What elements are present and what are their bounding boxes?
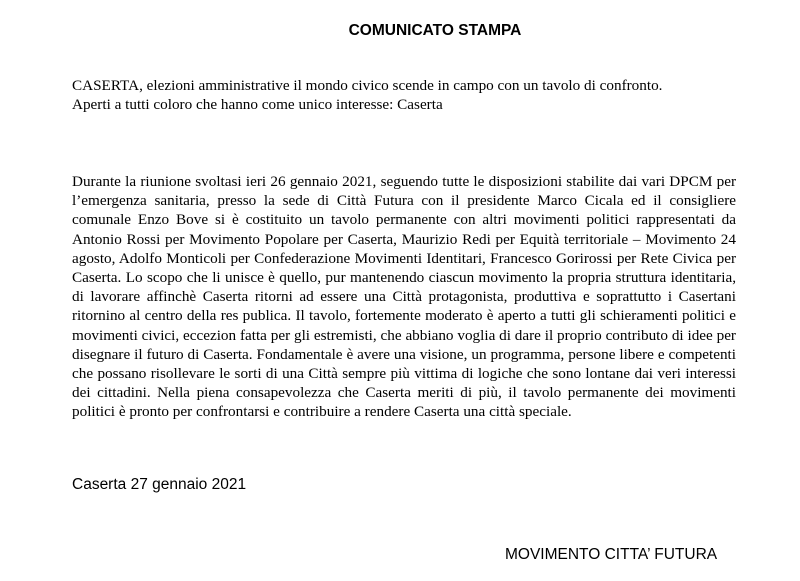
document-title: COMUNICATO STAMPA	[348, 22, 522, 39]
subtitle-line: CASERTA, elezioni amministrative il mondo civico scende in campo con un tavolo di confronto.	[72, 77, 663, 94]
subtitle-line: Aperti a tutti coloro che hanno come unico interesse: Caserta	[72, 96, 443, 113]
document-body	[72, 172, 736, 422]
signature: MOVIMENTO CITTA’ FUTURA	[505, 546, 718, 563]
body-paragraph: Durante la riunione svoltasi ieri 26 gennaio 2021, seguendo tutte le disposizioni stabilite dai vari DPCM per l’emergenza sanitaria, presso la sede di Città Futura con il presidente Marco Cicala ed il consigliere comunale Enzo Bove si è costituito un tavolo permanente con altri movimenti politici rappresentati da Antonio Rossi per Movimento Popolare per Caserta, Maurizio Redi per Equità territoriale – Movimento 24 agosto, Adolfo Monticoli per Confederazione Movimenti Identitari, Francesco Gorirossi per Rete Civica per Caserta. Lo scopo che li unisce è quello, pur mantenendo ciascun movimento la propria struttura identitaria, di lavorare affinchè Caserta ritorni ad essere una Città protagonista, produttiva e soprattutto i Casertani ritornino al centro della res publica. Il tavolo, fortemente moderato è aperto a tutti gli schieramenti politici e movimenti civici, eccezion fatta per gli estremisti, che abbiano voglia di dare il proprio contributo di idee per disegnare il futuro di Caserta. Fondamentale è avere una visione, un programma, persone libere e competenti che possano risollevare le sorti di una Città sempre più vittima di logiche che sono lontane dai veri interessi dei cittadini. Nella piena consapevolezza che Caserta meriti di più, il tavolo permanente dei movimenti politici è pronto per confrontarsi e contribuire a rendere Caserta una città speciale.	[72, 173, 736, 421]
place-and-date: Caserta 27 gennaio 2021	[72, 476, 247, 493]
document-subtitle	[72, 76, 732, 114]
